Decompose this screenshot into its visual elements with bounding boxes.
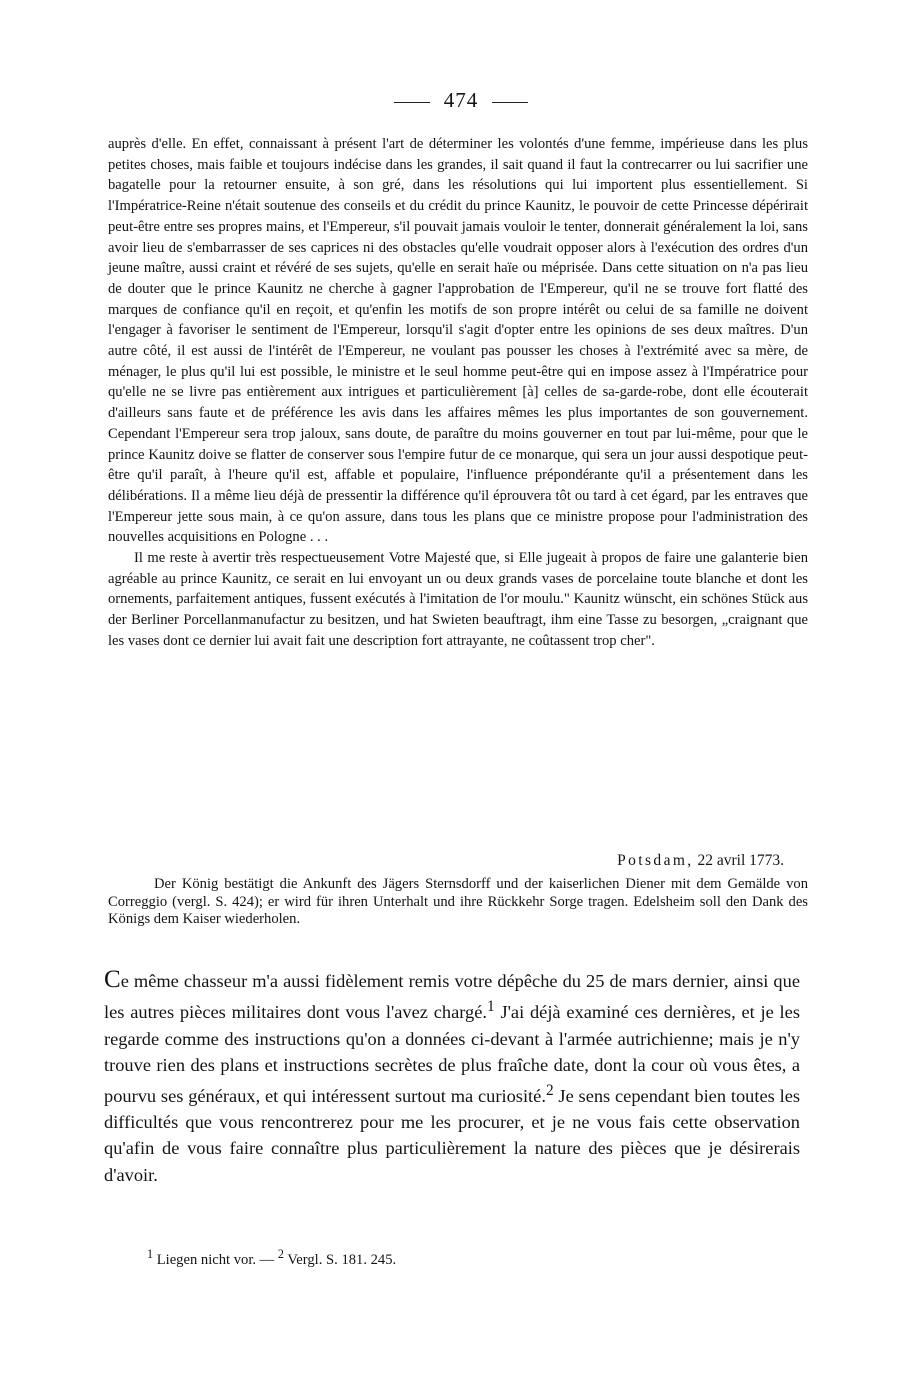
page-header (0, 88, 900, 113)
body-text-part-3: Je sens cependant bien toutes les difficultés que vous rencontrerez pour me les procurer, et je ne vous fais cette observation qu'afin de vous faire connaître plus particulièrement la nature des pièces que je désirerais d'avoir. (104, 1086, 801, 1185)
initial-letter: C (104, 966, 121, 993)
footnotes (147, 1247, 747, 1269)
letter-excerpt (108, 134, 808, 652)
header-rule-left (394, 102, 430, 103)
dateline-date: 22 avril 1773. (697, 852, 784, 869)
letter-paragraph-1: auprès d'elle. En effet, connaissant à présent l'art de déterminer les volontés d'une femme, impérieuse dans les plus petites choses, mais faible et toujours indécise dans les grandes, il sait quand il faut la contrecarrer ou lui sacrifier une bagatelle pour la retourner ensuite, à son gré, dans les résolutions qui lui importent plus essentiellement. Si l'Impératrice-Reine n'était soutenue des conseils et du crédit du prince Kaunitz, le pouvoir de cette Princesse dépérirait peut-être entre ses propres mains, et l'Empereur, s'il pouvait jamais vouloir le tenter, donnerait généralement la loi, sans avoir lieu de s'embarrasser de ses caprices ni des obstacles qu'elle voudrait opposer alors à l'exécution des ordres d'un jeune maître, aussi craint et révéré de ses sujets, qu'elle en serait haïe ou méprisée. Dans cette situation on n'a pas lieu de douter que le prince Kaunitz ne cherche à gagner l'approbation de l'Empereur, qu'il ne se trouve fort flatté des marques de confiance qu'il en reçoit, et qu'enfin les motifs de son propre intérêt ou celui de sa famille ne doivent l'engager à favoriser le sentiment de l'Empereur, lorsqu'il s'agit d'opter entre les opinions de ses deux maîtres. D'un autre côté, il est aussi de l'intérêt de l'Empereur, ne voulant pas pousser les choses à l'extrémité avec sa mère, de ménager, le plus qu'il lui est possible, le ministre et le seul homme peut-être qui en impose assez à l'Impératrice pour qu'elle ne se livre pas entièrement aux intrigues et particulièrement [à] celles de sa-garde-robe, dont elle écouterait d'ailleurs sans faute et de préférence les avis dans les affaires mêmes les plus importantes de son gouvernement. Cependant l'Empereur sera trop jaloux, sans doute, de paraître du moins gouverner en tout par lui-même, pour que le prince Kaunitz doive se flatter de conserver sous l'empire futur de ce monarque, qui sera un jour aussi despotique peut-être qu'il paraît, à l'heure qu'il est, affable et populaire, l'influence prépondérante qu'il a présentement dans les délibérations. Il a même lieu déjà de pressentir la différence qu'il éprouvera tôt ou tard à cet égard, par les entraves que l'Empereur jette sous main, à ce qu'on assure, dans tous les plans que ce ministre propose pour l'administration des nouvelles acquisitions en Pologne . . . (108, 136, 808, 546)
footnote-ref-2: 2 (545, 1081, 554, 1099)
footnote-ref-1: 1 (487, 998, 495, 1016)
summary-text: Der König bestätigt die Ankunft des Jägers Sternsdorff und der kaiserlichen Diener mit dem Gemälde von Correggio (vergl. S. 424); er wird für ihren Unterhalt und ihre Rückkehr Sorge tragen. Edelsheim soll den Dank des Königs dem Kaiser wiederholen. (108, 876, 808, 928)
footnote-mark-1: 1 (147, 1247, 154, 1261)
page-number: 474 (443, 88, 479, 112)
body-text-part-1: e même chasseur m'a aussi fidèlement remis votre dépêche du 25 de mars dernier, ainsi que les autres pièces militaires dont vous l'avez chargé. (104, 971, 800, 1023)
footnote-text-2: Vergl. S. 181. 245. (284, 1251, 397, 1268)
footnote-mark-2: 2 (277, 1247, 284, 1261)
dateline-place: Potsdam, (617, 852, 694, 869)
footnote-text-1: Liegen nicht vor. — (153, 1251, 278, 1268)
body-paragraph (104, 967, 800, 1188)
editorial-summary (108, 876, 808, 929)
dateline (108, 852, 784, 870)
letter-paragraph-2: Il me reste à avertir très respectueusement Votre Majesté que, si Elle jugeait à propos de faire une galanterie bien agréable au prince Kaunitz, ce serait en lui envoyant un ou deux grands vases de porcelaine toute blanche et dont les ornements, parfaitement antiques, fussent exécutés à l'imitation de l'or moulu." Kaunitz wünscht, ein schönes Stück aus der Berliner Porcellanmanufactur zu besitzen, und hat Swieten beauftragt, ihm eine Tasse zu besorgen, „craignant que les vases dont ce dernier lui avait fait une description fort attrayante, ne coûtassent trop cher". (108, 550, 808, 649)
body-text-part-2: J'ai déjà examiné ces dernières, et je les regarde comme des instructions qu'on a données ci-devant à l'armée autrichienne; mais je n'y trouve rien des plans et instructions secrètes de plus fraîche date, dont la cour où vous êtes, a pourvu ses généraux, et qui intéressent surtout ma curiosité. (104, 1002, 800, 1107)
letter-body (104, 967, 800, 1188)
header-rule-right (492, 102, 528, 103)
